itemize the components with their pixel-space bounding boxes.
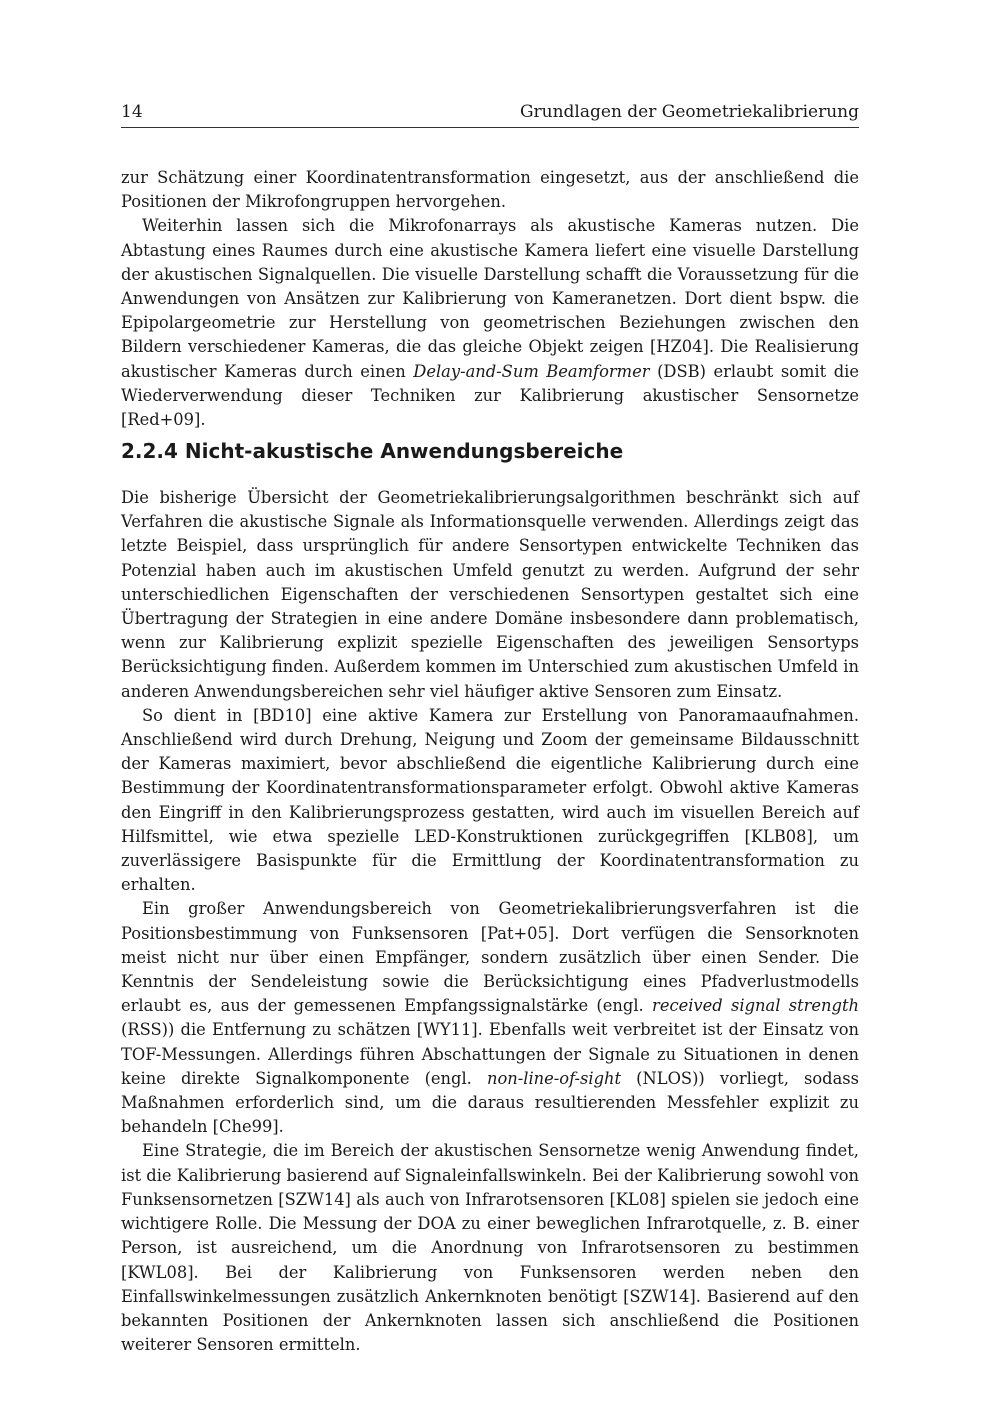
section-p3-text-a: Ein großer Anwendungsbereich von Geometriekalibrierungsverfahren ist die Positionsbestimmung von Funksensoren [Pat+05]. Dort verfügen die Sensorknoten meist nicht nur über einen Empfänger, sondern zusätzlich über einen Sender. Die Kenntnis der Sendeleistung sowie die Berücksichtigung eines Pfadverlustmodells erlaubt es, aus der gemessenen Empfangssignalstärke (engl.	[121, 899, 859, 1016]
section-p3-emphasis-2: non-line-of-sight	[486, 1068, 622, 1088]
running-title: Grundlagen der Geometriekalibrierung	[519, 102, 859, 122]
intro-p2-emphasis: Delay-and-Sum Beamformer	[413, 361, 650, 381]
intro-paragraph-1: zur Schätzung einer Koordinatentransformation eingesetzt, aus der anschließend die Positionen der Mikrofongruppen hervorgehen.	[121, 168, 859, 212]
page-number: 14	[121, 102, 143, 122]
section-heading: 2.2.4 Nicht-akustische Anwendungsbereiche	[121, 439, 624, 463]
intro-text-block	[121, 166, 859, 432]
intro-paragraph-2	[121, 214, 859, 432]
section-p3-text-c: (NLOS)) vorliegt, sodass Maßnahmen erforderlich sind, um die daraus resultierenden Messfehler explizit zu behandeln [Che99].	[121, 1068, 859, 1137]
running-header	[121, 100, 859, 128]
section-text-block	[121, 486, 859, 1357]
section-paragraph-1: Die bisherige Übersicht der Geometriekalibrierungsalgorithmen beschränkt sich auf Verfahren die akustische Signale als Informationsquelle verwenden. Allerdings zeigt das letzte Beispiel, dass ursprünglich für andere Sensortypen entwickelte Techniken das Potenzial haben auch im akustischen Umfeld genutzt zu werden. Aufgrund der sehr unterschiedlichen Eigenschaften der verschiedenen Sensortypen gestaltet sich eine Übertragung der Strategien in eine andere Domäne insbesondere dann problematisch, wenn zur Kalibrierung explizit spezielle Eigenschaften des jeweiligen Sensortyps Berücksichtigung finden. Außerdem kommen im Unterschied zum akustischen Umfeld in anderen Anwendungsbereichen sehr viel häufiger aktive Sensoren zum Einsatz.	[121, 488, 859, 701]
section-paragraph-4: Eine Strategie, die im Bereich der akustischen Sensornetze wenig Anwendung findet, ist die Kalibrierung basierend auf Signaleinfallswinkeln. Bei der Kalibrierung sowohl von Funksensornetzen [SZW14] als auch von Infrarotsensoren [KL08] spielen sie jedoch eine wichtigere Rolle. Die Messung der DOA zu einer beweglichen Infrarotquelle, z. B. einer Person, ist ausreichend, um die Anordnung von Infrarotsensoren zu bestimmen [KWL08]. Bei der Kalibrierung von Funksensoren werden neben den Einfallswinkelmessungen zusätzlich Ankernknoten benötigt [SZW14]. Basierend auf den bekannten Positionen der Ankernknoten lassen sich anschließend die Positionen weiterer Sensoren ermitteln.	[121, 1141, 859, 1355]
section-p3-text-b: (RSS)) die Entfernung zu schätzen [WY11]. Ebenfalls weit verbreitet ist der Einsatz von TOF-Messungen. Allerdings führen Abschattungen der Signale zu Situationen in denen keine direkte Signalkomponente (engl.	[121, 1020, 859, 1088]
section-paragraph-3	[121, 897, 859, 1139]
section-paragraph-2: So dient in [BD10] eine aktive Kamera zur Erstellung von Panoramaaufnahmen. Anschließend wird durch Drehung, Neigung und Zoom der gemeinsame Bildausschnitt der Kameras maximiert, bevor abschließend die eigentliche Kalibrierung durch eine Bestimmung der Koordinatentransformationsparameter erfolgt. Obwohl aktive Kameras den Eingriff in den Kalibrierungsprozess gestatten, wird auch im visuellen Bereich auf Hilfsmittel, wie etwa spezielle LED-Konstruktionen zurückgegriffen [KLB08], um zuverlässigere Basispunkte für die Ermittlung der Koordinatentransformation zu erhalten.	[121, 705, 859, 895]
section-p3-emphasis-1: received signal strength	[652, 996, 859, 1016]
intro-p2-text-a: Weiterhin lassen sich die Mikrofonarrays als akustische Kameras nutzen. Die Abtastung eines Raumes durch eine akustische Kamera liefert eine visuelle Darstellung der akustischen Signalquellen. Die visuelle Darstellung schafft die Voraussetzung für die Anwendungen von Ansätzen zur Kalibrierung von Kameranetzen. Dort dient bspw. die Epipolargeometrie zur Herstellung von geometrischen Beziehungen zwischen den Bildern verschiedener Kameras, die das gleiche Objekt zeigen [HZ04]. Die Realisierung akustischer Kameras durch einen	[121, 216, 859, 381]
intro-p2-text-b: (DSB) erlaubt somit die Wiederverwendung dieser Techniken zur Kalibrierung akustischer Sensornetze [Red+09].	[121, 361, 859, 430]
